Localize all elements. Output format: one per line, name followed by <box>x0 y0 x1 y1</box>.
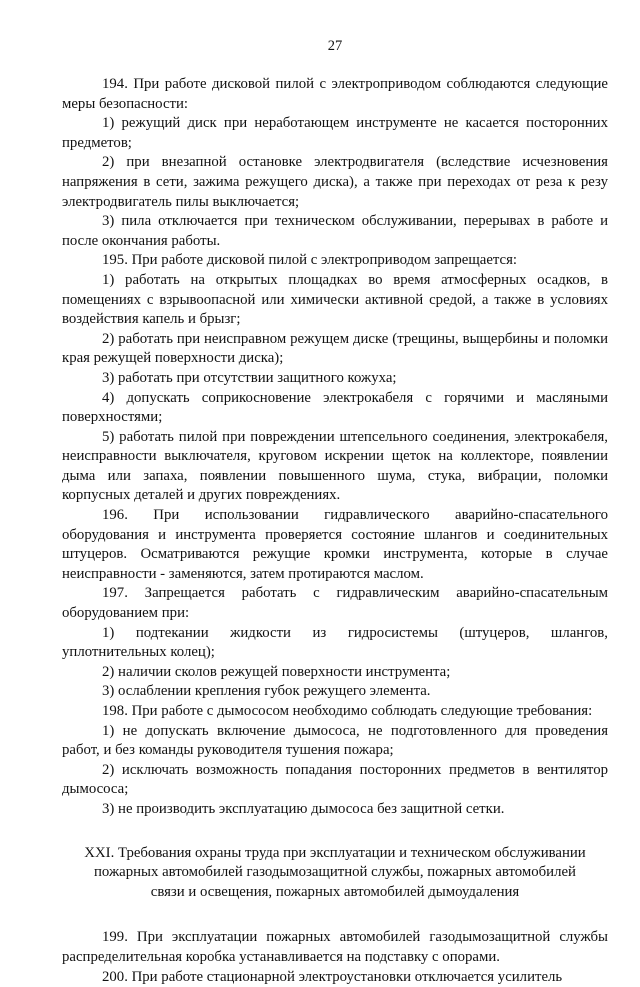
page-number: 27 <box>327 38 343 54</box>
paragraph-197: 197. Запрещается работать с гидравлическим аварийно-спасательным оборудованием при: <box>62 585 608 622</box>
paragraph-200: 200. При работе стационарной электроустановки отключается усилитель <box>102 968 563 985</box>
paragraph-198-item-3: 3) не производить эксплуатацию дымососа без защитной сетки. <box>102 800 505 817</box>
paragraph-197-item-2: 2) наличии сколов режущей поверхности инструмента; <box>102 663 451 680</box>
paragraph-197-item-1: 1) подтекании жидкости из гидросистемы (штуцеров, шлангов, уплотнительных колец); <box>62 624 608 661</box>
paragraph-195-item-5: 5) работать пилой при повреждении штепсельного соединения, электрокабеля, неисправности выключателя, круговом искрении щеток на коллекторе, появлении дыма или запаха, появлении повышенного шума, стука, вибрации, поломки корпусных деталей и других повреждениях. <box>62 428 608 504</box>
paragraph-195-item-4: 4) допускать соприкосновение электрокабеля с горячими и масляными поверхностями; <box>62 389 608 426</box>
paragraph-194-item-3: 3) пила отключается при техническом обслуживании, перерывах в работе и после окончания работы. <box>62 213 608 249</box>
paragraph-195-item-2: 2) работать при неисправном режущем диске (трещины, выщербины и поломки края режущей поверхности диска); <box>62 330 608 367</box>
paragraph-195-item-1: 1) работать на открытых площадках во время атмосферных осадков, в помещениях с взрывоопасной или химически активной средой, а также в условиях воздействия капель и брызг; <box>62 271 608 328</box>
paragraph-196: 196. При использовании гидравлического аварийно-спасательного оборудования и инструмента проверяется состояние шлангов и соединительных штуцеров. Осматриваются режущие кромки инструмента, которые в случае неисправности - заменяются, затем протираются маслом. <box>62 507 608 582</box>
paragraph-198-item-1: 1) не допускать включение дымососа, не подготовленного для проведения работ, и без команды руководителя тушения пожара; <box>62 722 608 759</box>
section-heading <box>84 844 586 903</box>
document-body <box>62 75 608 987</box>
section-heading-text: XXI. Требования охраны труда при эксплуатации и техническом обслуживании пожарных автомобилей газодымозащитной службы, пожарных автомобилей связи и освещения, пожарных автомобилей дымоудаления <box>84 844 586 900</box>
paragraph-198-item-2: 2) исключать возможность попадания посторонних предметов в вентилятор дымососа; <box>62 761 608 798</box>
paragraph-198: 198. При работе с дымососом необходимо соблюдать следующие требования: <box>102 703 593 719</box>
paragraph-194: 194. При работе дисковой пилой с электроприводом соблюдаются следующие меры безопасности: <box>62 76 608 112</box>
paragraph-197-item-3: 3) ослаблении крепления губок режущего элемента. <box>102 683 431 700</box>
paragraph-194-item-2: 2) при внезапной остановке электродвигателя (вследствие исчезновения напряжения в сети, зажима режущего диска), а также при переходах от реза к резу электродвигатель пилы выключается; <box>62 154 608 210</box>
paragraph-195: 195. При работе дисковой пилой с электроприводом запрещается: <box>102 252 518 269</box>
paragraph-199: 199. При эксплуатации пожарных автомобилей газодымозащитной службы распределительная коробка устанавливается на подставку с опорами. <box>62 929 608 965</box>
paragraph-194-item-1: 1) режущий диск при неработающем инструменте не касается посторонних предметов; <box>62 115 608 151</box>
paragraph-195-item-3: 3) работать при отсутствии защитного кожуха; <box>102 369 397 386</box>
